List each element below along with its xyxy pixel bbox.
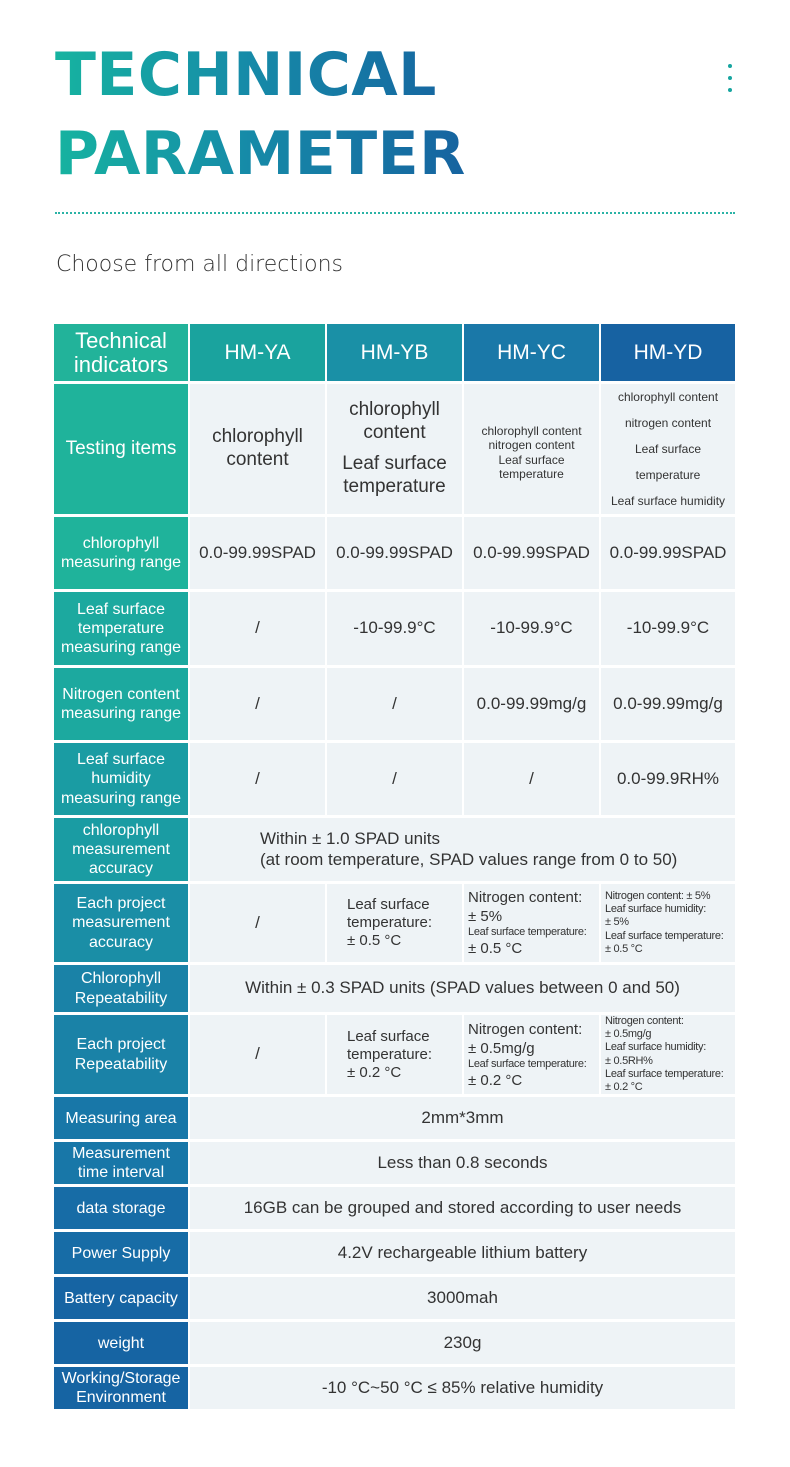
project-accuracy-yb: Leaf surface temperature: ± 0.5 °C — [327, 884, 464, 965]
humidity-range-yb: / — [327, 743, 464, 818]
chlorophyll-repeatability-value: Within ± 0.3 SPAD units (SPAD values between 0 and 50) — [190, 965, 735, 1015]
title-line-2: PARAMETER — [55, 119, 466, 189]
humidity-range-yc: / — [464, 743, 601, 818]
nitrogen-range-yd: 0.0-99.99mg/g — [601, 668, 735, 743]
more-options-icon[interactable] — [727, 64, 733, 92]
nitrogen-range-yc: 0.0-99.99mg/g — [464, 668, 601, 743]
row-label-measuring-area: Measuring area — [54, 1097, 190, 1142]
chlorophyll-range-yc: 0.0-99.99SPAD — [464, 517, 601, 592]
testing-items-yb: chlorophyll content Leaf surface temperature — [327, 384, 464, 517]
table-row — [54, 743, 735, 818]
leaf-temp-range-yc: -10-99.9°C — [464, 592, 601, 668]
project-accuracy-ya: / — [190, 884, 327, 965]
measuring-area-value: 2mm*3mm — [190, 1097, 735, 1142]
table-row — [54, 1097, 735, 1142]
parameter-table — [54, 324, 735, 1412]
table-row — [54, 517, 735, 592]
row-label-chlorophyll-accuracy: chlorophyll measurement accuracy — [54, 818, 190, 884]
table-row — [54, 1142, 735, 1187]
page-title — [55, 36, 466, 194]
chlorophyll-range-ya: 0.0-99.99SPAD — [190, 517, 327, 592]
data-storage-value: 16GB can be grouped and stored according to user needs — [190, 1187, 735, 1232]
row-label-nitrogen-range: Nitrogen content measuring range — [54, 668, 190, 743]
table-row — [54, 384, 735, 517]
project-repeatability-yc: Nitrogen content: ± 0.5mg/g Leaf surface temperature: ± 0.2 °C — [464, 1015, 601, 1097]
weight-value: 230g — [190, 1322, 735, 1367]
table-row — [54, 884, 735, 965]
project-accuracy-yc: Nitrogen content: ± 5% Leaf surface temperature: ± 0.5 °C — [464, 884, 601, 965]
row-label-project-repeatability: Each project Repeatability — [54, 1015, 190, 1097]
row-label-power-supply: Power Supply — [54, 1232, 190, 1277]
table-row — [54, 818, 735, 884]
row-label-chlorophyll-repeatability: Chlorophyll Repeatability — [54, 965, 190, 1015]
row-label-environment: Working/Storage Environment — [54, 1367, 190, 1412]
row-label-chlorophyll-range: chlorophyll measuring range — [54, 517, 190, 592]
table-row — [54, 1015, 735, 1097]
nitrogen-range-yb: / — [327, 668, 464, 743]
testing-items-ya: chlorophyll content — [190, 384, 327, 517]
table-row — [54, 1322, 735, 1367]
table-row — [54, 1187, 735, 1232]
row-label-project-accuracy: Each project measurement accuracy — [54, 884, 190, 965]
project-repeatability-yb: Leaf surface temperature: ± 0.2 °C — [327, 1015, 464, 1097]
project-repeatability-yd: Nitrogen content: ± 0.5mg/g Leaf surface humidity: ± 0.5RH% Leaf surface temperature: ± 0.2 °C — [601, 1015, 735, 1097]
row-label-battery-capacity: Battery capacity — [54, 1277, 190, 1322]
testing-items-yd: chlorophyll content nitrogen content Leaf surface temperature Leaf surface humidity — [601, 384, 735, 517]
subtitle: Choose from all directions — [56, 252, 343, 277]
power-supply-value: 4.2V rechargeable lithium battery — [190, 1232, 735, 1277]
header-technical-indicators: Technical indicators — [54, 324, 190, 384]
humidity-range-yd: 0.0-99.9RH% — [601, 743, 735, 818]
humidity-range-ya: / — [190, 743, 327, 818]
table-row — [54, 1367, 735, 1412]
table-header-row — [54, 324, 735, 384]
leaf-temp-range-ya: / — [190, 592, 327, 668]
table-row — [54, 592, 735, 668]
table-row — [54, 965, 735, 1015]
row-label-leaf-temp-range: Leaf surface temperature measuring range — [54, 592, 190, 668]
time-interval-value: Less than 0.8 seconds — [190, 1142, 735, 1187]
table-row — [54, 1277, 735, 1322]
project-accuracy-yd: Nitrogen content: ± 5% Leaf surface humidity: ± 5% Leaf surface temperature: ± 0.5 °C — [601, 884, 735, 965]
dotted-divider — [55, 212, 735, 214]
table-row — [54, 1232, 735, 1277]
header-hm-yb: HM-YB — [327, 324, 464, 384]
title-line-1: TECHNICAL — [55, 40, 437, 110]
chlorophyll-accuracy-value: Within ± 1.0 SPAD units (at room temperature, SPAD values range from 0 to 50) — [190, 818, 735, 884]
header-hm-yd: HM-YD — [601, 324, 735, 384]
leaf-temp-range-yb: -10-99.9°C — [327, 592, 464, 668]
row-label-testing-items: Testing items — [54, 384, 190, 517]
row-label-data-storage: data storage — [54, 1187, 190, 1232]
row-label-time-interval: Measurement time interval — [54, 1142, 190, 1187]
chlorophyll-range-yd: 0.0-99.99SPAD — [601, 517, 735, 592]
header-hm-yc: HM-YC — [464, 324, 601, 384]
testing-items-yc: chlorophyll content nitrogen content Leaf surface temperature — [464, 384, 601, 517]
leaf-temp-range-yd: -10-99.9°C — [601, 592, 735, 668]
environment-value: -10 °C~50 °C ≤ 85% relative humidity — [190, 1367, 735, 1412]
header-hm-ya: HM-YA — [190, 324, 327, 384]
battery-capacity-value: 3000mah — [190, 1277, 735, 1322]
project-repeatability-ya: / — [190, 1015, 327, 1097]
chlorophyll-range-yb: 0.0-99.99SPAD — [327, 517, 464, 592]
row-label-weight: weight — [54, 1322, 190, 1367]
table-row — [54, 668, 735, 743]
nitrogen-range-ya: / — [190, 668, 327, 743]
row-label-humidity-range: Leaf surface humidity measuring range — [54, 743, 190, 818]
